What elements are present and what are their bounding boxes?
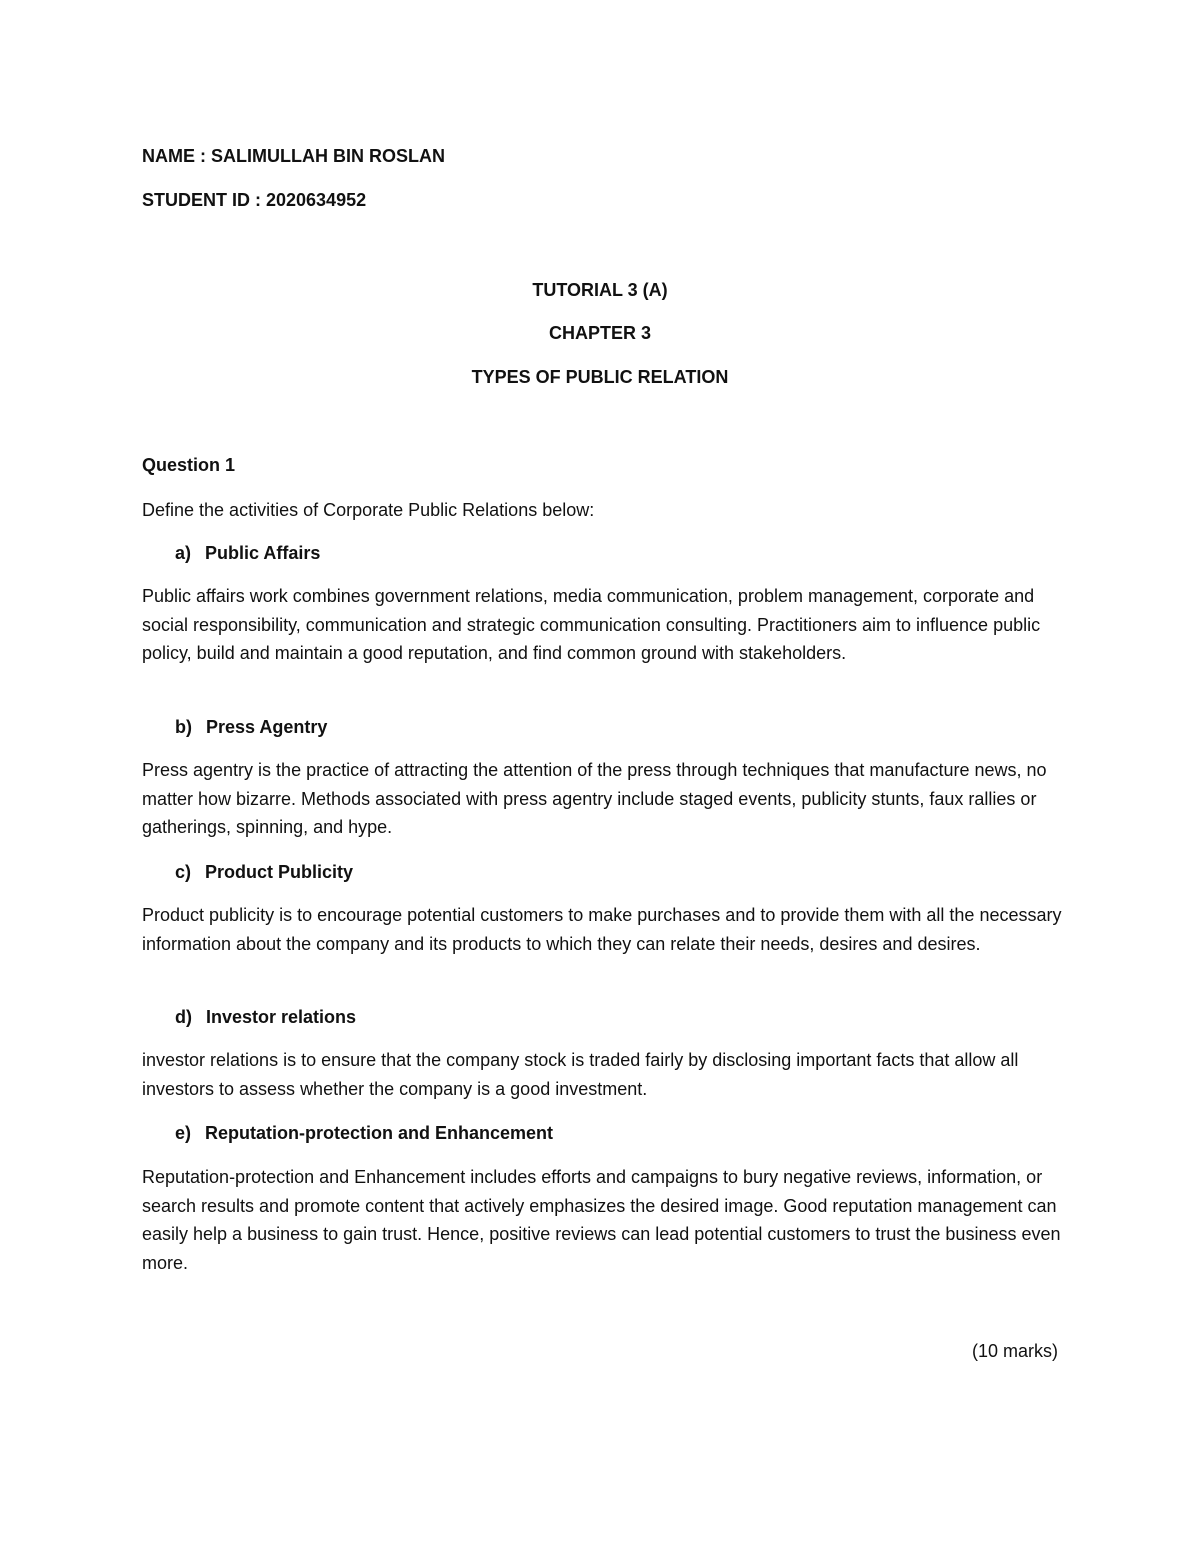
item-d-letter: d) xyxy=(175,1007,192,1027)
topic-title: TYPES OF PUBLIC RELATION xyxy=(471,367,729,387)
item-c-letter: c) xyxy=(175,862,192,882)
chapter-title: CHAPTER 3 xyxy=(548,323,651,343)
item-b-body: Press agentry is the practice of attracting the attention of the press through techniques that manufacture news, no matter how bizarre. Methods associated with press agentry include staged events, publicity stunts, faux rallies or gatherings, spinning, and hype. xyxy=(142,760,1047,837)
marks-label: (10 marks) xyxy=(971,1341,1058,1361)
question-heading: Question 1 xyxy=(142,455,236,475)
tutorial-title: TUTORIAL 3 (A) xyxy=(532,280,668,300)
item-d-body: investor relations is to ensure that the company stock is traded fairly by disclosing important facts that allow all investors to assess whether the company is a good investment. xyxy=(142,1050,1019,1099)
item-a-title: Public Affairs xyxy=(205,543,321,563)
item-e-heading xyxy=(175,1119,553,1147)
item-e-body: Reputation-protection and Enhancement includes efforts and campaigns to bury negative reviews, information, or search results and promote content that actively emphasizes the desired image. Good reputation management can easily help a business to gain trust. Hence, positive reviews can lead potential customers to trust the business even more. xyxy=(142,1167,1061,1273)
item-e-letter: e) xyxy=(175,1123,192,1143)
item-b-title: Press Agentry xyxy=(206,717,328,737)
item-b-heading xyxy=(175,713,327,741)
item-d-heading xyxy=(175,1003,356,1031)
student-name: NAME : SALIMULLAH BIN ROSLAN xyxy=(142,146,445,166)
item-e-title: Reputation-protection and Enhancement xyxy=(205,1123,554,1143)
item-a-letter: a) xyxy=(175,543,192,563)
student-id: STUDENT ID : 2020634952 xyxy=(142,190,367,210)
item-b-letter: b) xyxy=(175,717,192,737)
item-c-title: Product Publicity xyxy=(205,862,354,882)
item-c-heading xyxy=(175,858,353,886)
question-prompt: Define the activities of Corporate Public Relations below: xyxy=(142,500,595,520)
item-c-body: Product publicity is to encourage potential customers to make purchases and to provide them with all the necessary information about the company and its products to which they can relate their needs, desires and desires. xyxy=(142,905,1062,954)
item-d-title: Investor relations xyxy=(206,1007,357,1027)
item-a-heading xyxy=(175,539,320,567)
item-a-body: Public affairs work combines government relations, media communication, problem management, corporate and social responsibility, communication and strategic communication consulting. Practitioners aim to influence public policy, build and maintain a good reputation, and find common ground with stakeholders. xyxy=(142,586,1041,663)
